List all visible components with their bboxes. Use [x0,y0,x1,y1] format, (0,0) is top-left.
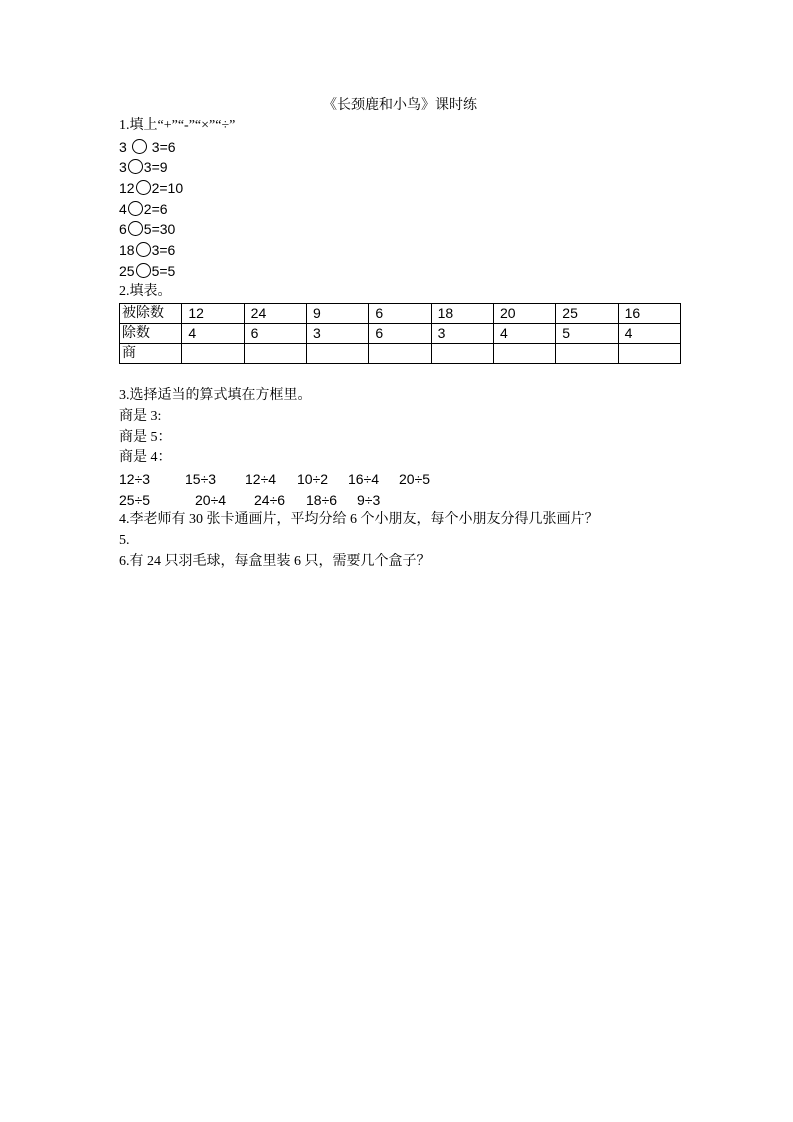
equation-row [119,137,681,158]
question-5: 5. [119,533,130,548]
expression-row-2 [119,490,681,511]
operator-circle[interactable] [136,263,151,278]
table-cell: 4 [182,324,244,344]
expression: 15÷3 [185,470,217,487]
equation-right: 2=6 [143,200,168,217]
table-cell: 20 [493,304,555,324]
page-title: 《长颈鹿和小鸟》课时练 [323,98,477,113]
row-header: 商 [120,344,182,364]
equation-row [119,157,681,178]
table-cell: 18 [431,304,493,324]
table-cell: 3 [431,324,493,344]
table-row-dividend [120,304,681,324]
table-row-quotient [120,344,681,364]
quotient-5-line: 商是 5： [119,429,172,445]
answer-cell[interactable] [493,344,555,364]
equation-right: 5=5 [151,262,176,279]
answer-cell[interactable] [431,344,493,364]
expression: 20÷5 [399,470,431,487]
equation-right: 3=6 [151,242,176,259]
expression: 20÷4 [195,491,227,508]
division-table [119,303,681,364]
equation-right: 2=10 [151,180,184,197]
question-6: 6.有 24 只羽毛球，每盒里装 6 只，需要几个盒子？ [119,553,431,569]
expression: 9÷3 [357,491,381,508]
table-cell: 4 [493,324,555,344]
expression: 18÷6 [306,491,338,508]
equation-row [119,240,681,261]
equation-right: 5=30 [143,221,176,238]
operator-circle[interactable] [136,180,151,195]
table-cell: 4 [618,324,680,344]
answer-cell[interactable] [556,344,618,364]
equation-row [119,219,681,240]
expression: 12÷3 [119,470,151,487]
equation-right: 3=9 [143,159,168,176]
expression: 24÷6 [254,491,286,508]
table-cell: 6 [369,324,431,344]
operator-circle[interactable] [128,159,143,174]
table-cell: 3 [306,324,368,344]
quotient-4-line: 商是 4： [119,450,172,466]
operator-circle[interactable] [128,221,143,236]
operator-circle[interactable] [136,242,151,257]
table-cell: 16 [618,304,680,324]
answer-cell[interactable] [618,344,680,364]
table-cell: 6 [369,304,431,324]
expression: 25÷5 [119,491,151,508]
answer-cell[interactable] [306,344,368,364]
equation-row [119,178,681,199]
table-cell: 6 [244,324,306,344]
table-cell: 24 [244,304,306,324]
table-row-divisor [120,324,681,344]
expression: 10÷2 [297,470,329,487]
answer-cell[interactable] [369,344,431,364]
worksheet [119,96,681,572]
equation-left: 25 [119,262,135,279]
answer-cell[interactable] [244,344,306,364]
table-cell: 9 [306,304,368,324]
question-3-prompt: 3.选择适当的算式填在方框里。 [119,388,312,404]
equation-left: 4 [119,200,127,217]
quotient-3-line: 商是 3: [119,408,162,424]
spacer [119,364,681,386]
table-cell: 12 [182,304,244,324]
question-4: 4.李老师有 30 张卡通画片，平均分给 6 个小朋友，每个小朋友分得几张画片？ [119,512,599,528]
row-header: 被除数 [120,304,182,324]
row-header: 除数 [120,324,182,344]
expression-row-1 [119,469,681,490]
question-1-prompt: 1.填上“+”“-”“×”“÷” [119,118,236,133]
equation-left: 3 [119,138,127,155]
expression: 12÷4 [245,470,277,487]
table-cell: 25 [556,304,618,324]
equation-left: 3 [119,159,127,176]
operator-circle[interactable] [132,139,147,154]
equation-row [119,199,681,220]
equation-left: 12 [119,180,135,197]
expression: 16÷4 [348,470,380,487]
question-2-prompt: 2.填表。 [119,283,172,299]
equation-row [119,261,681,282]
operator-circle[interactable] [128,201,143,216]
equation-left: 18 [119,242,135,259]
equation-left: 6 [119,221,127,238]
equation-right: 3=6 [151,138,176,155]
table-cell: 5 [556,324,618,344]
answer-cell[interactable] [182,344,244,364]
